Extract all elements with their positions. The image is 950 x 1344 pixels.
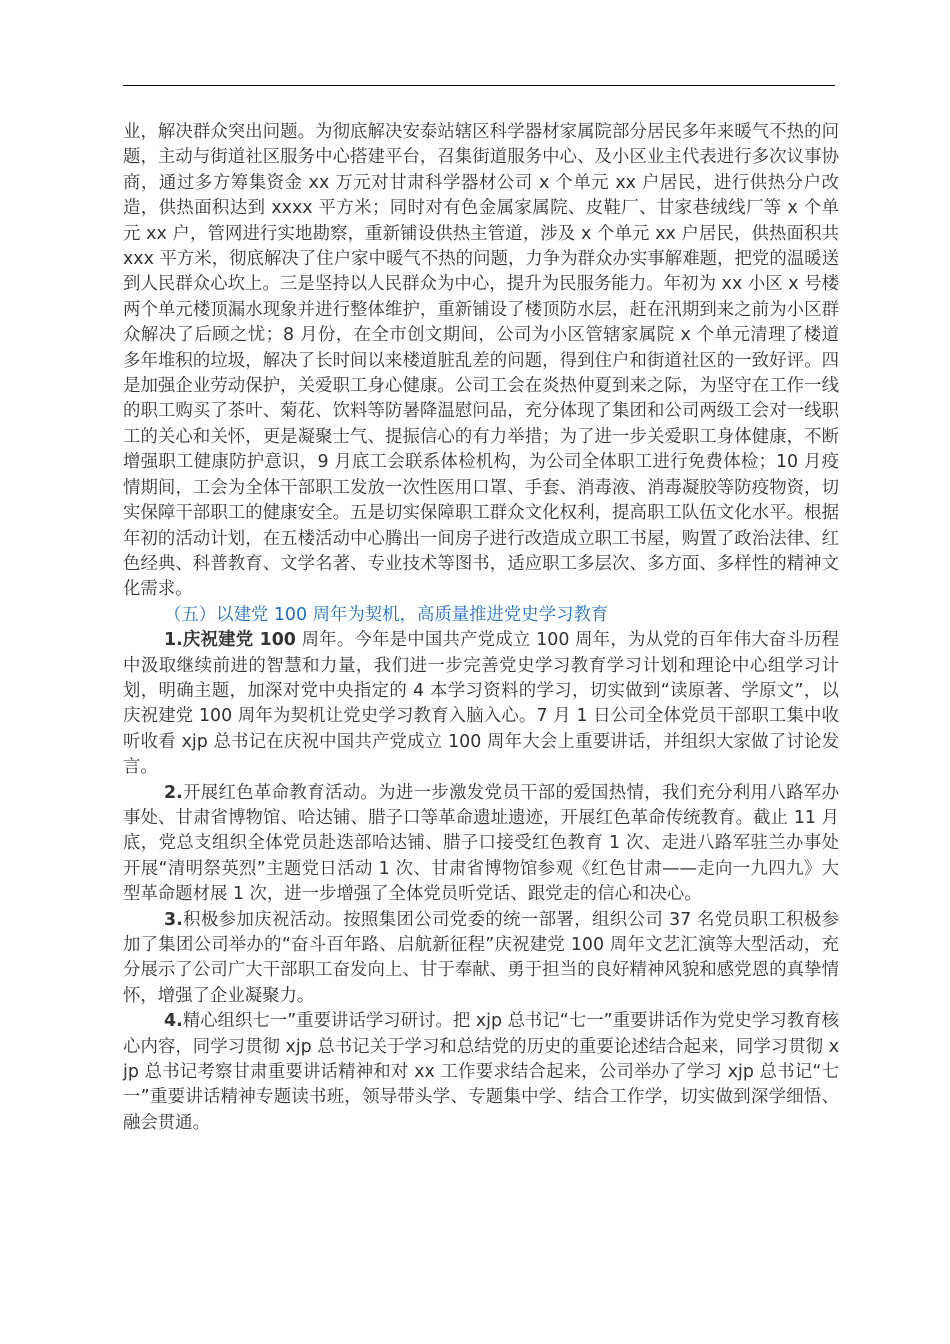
item-text: 周年。今年是中国共产党成立 100 周年，为从党的百年伟大奋斗历程中汲取继续前进的智慧和力量，我们进一步完善党史学习教育学习计划和理论中心组学习计划，明确主题，加深对党中央指定的 4 本学习资料的学习，切实做到“读原著、学原文”，以庆祝建党 100 周年为契机让党史学习教育入脑入心。7 月 1 日公司全体党员干部职工集中收听收看 xjp 总书记在庆祝中国共产党成立 100 周年大会上重要讲话，并组织大家做了讨论发言。 [123, 630, 839, 778]
document-body [123, 120, 839, 1136]
item-text: 精心组织七一”重要讲话学习研讨。把 xjp 总书记“七一”重要讲话作为党史学习教育核心内容，同学习贯彻 xjp 总书记关于学习和总结党的历史的重要论述结合起来，同学习贯彻 xjp 总书记考察甘肃重要讲话精神和对 xx 工作要求结合起来，公司举办了学习 xjp 总书记“七一”重要讲话精神专题读书班，领导带头学、专题集中学、结合工作学，切实做到深学细悟、融会贯通。 [123, 1011, 839, 1133]
item-lead: 1.庆祝建党 100 [164, 630, 296, 651]
body-paragraph: 业，解决群众突出问题。为彻底解决安泰站辖区科学器材家属院部分居民多年来暖气不热的问题，主动与街道社区服务中心搭建平台，召集街道服务中心、及小区业主代表进行多次议事协商，通过多方筹集资金 xx 万元对甘肃科学器材公司 x 个单元 xx 户居民，进行供热分户改造，供热面积达到 xxxx 平方米；同时对有色金属家属院、皮鞋厂、甘家巷绒线厂等 x 个单元 xx 户，管网进行实地勘察，重新铺设供热主管道，涉及 x 个单元 xx 户居民，供热面积共 xxx 平方米，彻底解决了住户家中暖气不热的问题，力争为群众办实事解难题，把党的温暖送到人民群众心坎上。三是坚持以人民群众为中心，提升为民服务能力。年初为 xx 小区 x 号楼两个单元楼顶漏水现象并进行整体维护，重新铺设了楼顶防水层，赶在汛期到来之前为小区群众解决了后顾之忧；8 月份，在全市创文期间，公司为小区管辖家属院 x 个单元清理了楼道多年堆积的垃圾，解决了长时间以来楼道脏乱差的问题，得到住户和街道社区的一致好评。四是加强企业劳动保护，关爱职工身心健康。公司工会在炎热仲夏到来之际，为坚守在工作一线的职工购买了茶叶、菊花、饮料等防暑降温慰问品，充分体现了集团和公司两级工会对一线职工的关心和关怀，更是凝聚士气、提振信心的有力举措；为了进一步关爱职工身体健康，不断增强职工健康防护意识，9 月底工会联系体检机构，为公司全体职工进行免费体检；10 月疫情期间，工会为全体干部职工发放一次性医用口罩、手套、消毒液、消毒凝胶等防疫物资，切实保障干部职工的健康安全。五是切实保障职工群众文化权利，提高职工队伍文化水平。根据年初的活动计划，在五楼活动中心腾出一间房子进行改造成立职工书屋，购置了政治法律、红色经典、科普教育、文学名著、专业技术等图书，适应职工多层次、多方面、多样性的精神文化需求。 [123, 122, 839, 600]
item-text: 开展红色革命教育活动。为进一步激发党员干部的爱国热情，我们充分利用八路军办事处、甘肃省博物馆、哈达铺、腊子口等革命遗址遗迹，开展红色革命传统教育。截止 11 月底，党总支组织全体党员赴迭部哈达铺、腊子口接受红色教育 1 次、走进八路军驻兰办事处开展“清明祭英烈”主题党日活动 1 次、甘肃省博物馆参观《红色甘肃——走向一九四九》大型革命题材展 1 次，进一步增强了全体党员听党话、跟党走的信心和决心。 [123, 782, 839, 905]
list-item-2 [123, 781, 839, 908]
item-lead: 2. [164, 782, 183, 803]
item-lead: 3. [164, 909, 183, 930]
item-lead: 4. [164, 1011, 183, 1032]
header-rule [123, 85, 835, 86]
section-heading: （五）以建党 100 周年为契机，高质量推进党史学习教育 [164, 604, 609, 625]
item-text: 积极参加庆祝活动。按照集团公司党委的统一部署，组织公司 37 名党员职工积极参加了集团公司举办的“奋斗百年路、启航新征程”庆祝建党 100 周年文艺汇演等大型活动，充分展示了公司广大干部职工奋发向上、甘于奉献、勇于担当的良好精神风貌和感党恩的真挚情怀，增强了企业凝聚力。 [123, 909, 839, 1006]
list-item-1 [123, 628, 839, 780]
list-item-3 [123, 908, 839, 1010]
list-item-4 [123, 1009, 839, 1136]
